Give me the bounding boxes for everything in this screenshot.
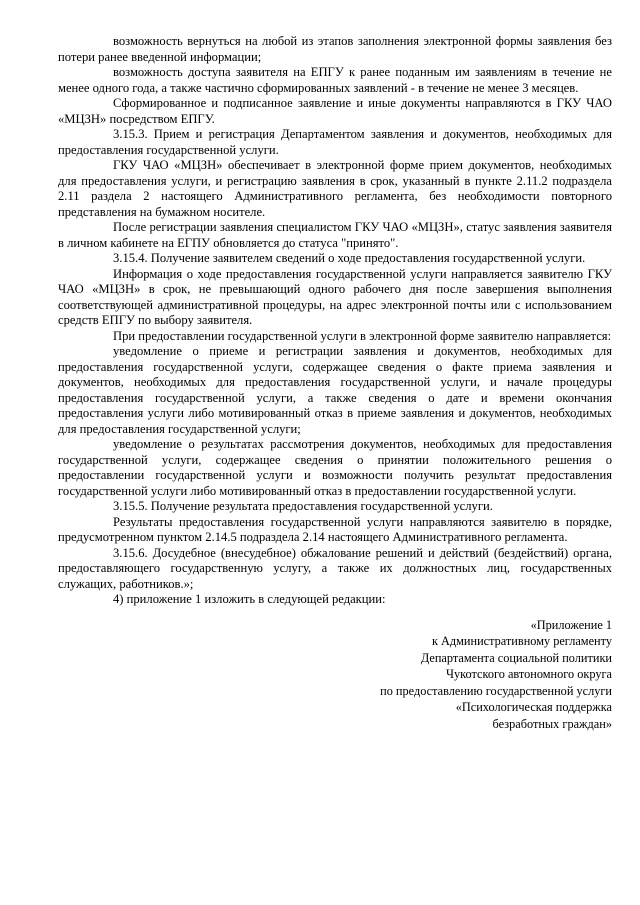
paragraph: возможность вернуться на любой из этапов заполнения электронной формы заявления без потери ранее введенной информации;	[58, 34, 612, 64]
paragraph: Информация о ходе предоставления государственной услуги направляется заявителю ГКУ ЧАО «МЦЗН» в срок, не превышающий одного рабочего дня после завершения выполнения соответствующей административной процедуры, на адрес электронной почты или с использованием средств ЕПГУ по выбору заявителя.	[58, 266, 612, 327]
section-heading: 3.15.6. Досудебное (внесудебное) обжалование решений и действий (бездействий) органа, предоставляющего государственную услугу, а также их должностных лиц, государственных служащих, работников.»;	[58, 545, 612, 591]
paragraph: При предоставлении государственной услуги в электронной форме заявителю направляется:	[113, 328, 612, 343]
appendix-line: к Административному регламенту	[431, 634, 612, 648]
paragraph: Сформированное и подписанное заявление и иные документы направляются в ГКУ ЧАО «МЦЗН» посредством ЕПГУ.	[58, 96, 612, 126]
appendix-header	[58, 617, 612, 733]
section-heading: 3.15.4. Получение заявителем сведений о ходе предоставления государственной услуги.	[113, 251, 586, 265]
document-body	[58, 34, 612, 608]
section-heading: 3.15.5. Получение результата предоставления государственной услуги.	[113, 499, 493, 513]
section-heading: 3.15.3. Прием и регистрация Департаментом заявления и документов, необходимых для предоставления государственной услуги.	[58, 127, 612, 157]
paragraph: 4) приложение 1 изложить в следующей редакции:	[113, 592, 386, 606]
paragraph: После регистрации заявления специалистом ГКУ ЧАО «МЦЗН», статус заявления заявителя в личном кабинете на ЕГПУ обновляется до статуса "принято".	[58, 220, 612, 250]
paragraph: Результаты предоставления государственной услуги направляются заявителю в порядке, предусмотренном пунктом 2.14.5 подраздела 2.14 настоящего Административного регламента.	[58, 514, 612, 544]
paragraph: уведомление о результатах рассмотрения документов, необходимых для предоставления государственной услуги, содержащее сведения о принятии положительного решения о предоставлении государственной услуги и возможности получить результат предоставления государственной услуги либо мотивированный отказ в предоставлении государственной услуги.	[58, 437, 612, 498]
appendix-line: «Приложение 1	[530, 617, 612, 632]
paragraph: уведомление о приеме и регистрации заявления и документов, необходимых для предоставления государственной услуги, содержащее сведения о факте приема заявления и документов, необходимых для предоставления государственной услуги, и начале процедуры предоставления государственной услуги, а также сведения о дате и времени окончания предоставления услуги либо мотивированный отказ в приеме заявления и документов, необходимых для предоставления государственной услуги;	[58, 344, 612, 436]
appendix-line: по предоставлению государственной услуги	[380, 683, 612, 698]
appendix-line: «Психологическая поддержка	[455, 700, 612, 714]
appendix-line: Чукотского автономного округа	[446, 667, 612, 681]
paragraph: возможность доступа заявителя на ЕПГУ к ранее поданным им заявлениям в течение не менее одного года, а также частично сформированных заявлений - в течение не менее 3 месяцев.	[58, 65, 612, 95]
appendix-line: безработных граждан»	[492, 716, 612, 731]
paragraph: ГКУ ЧАО «МЦЗН» обеспечивает в электронной форме прием документов, необходимых для предоставления услуги, и регистрацию заявления в срок, указанный в пункте 2.11.2 подраздела 2.11 раздела 2 настоящего Административного регламента, без необходимости повторного представления на бумажном носителе.	[58, 158, 612, 219]
appendix-line: Департамента социальной политики	[420, 650, 612, 665]
